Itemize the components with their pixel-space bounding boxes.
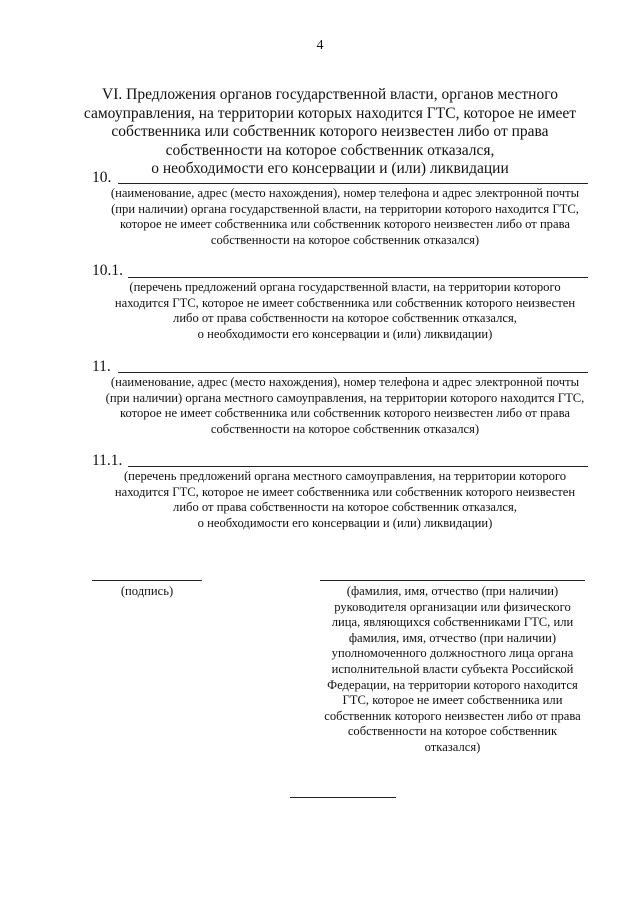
caption-line: о необходимости его консервации и (или) ликвидации) [197,326,493,341]
caption-line: (при наличии) органа местного самоуправления, на территории которого находится ГТС, [105,390,585,405]
caption-line: отказался) [424,739,481,754]
section-title-line: собственности на которое собственник отказался, [165,141,495,159]
signature-line[interactable] [92,580,202,581]
caption-line: уполномоченного должностного лица органа [331,646,574,661]
caption-line: лица, являющихся собственниками ГТС, или [331,615,574,630]
item-11-caption [70,375,620,437]
caption-line: собственности на которое собственник отказался) [210,232,480,247]
item-11-1-label: 11.1. [92,452,123,469]
item-10-1-caption [70,280,620,342]
caption-line: либо от права собственности на которое собственник отказался, [173,311,517,326]
section-title-line: о необходимости его консервации и (или) ликвидации [151,160,509,177]
caption-line: (перечень предложений органа местного самоуправления, на территории которого [123,469,567,483]
item-10-fill-line[interactable] [118,183,588,184]
signature-caption: (подпись) [120,584,174,598]
section-title [70,86,590,179]
caption-line: собственности на которое собственник отказался) [210,421,480,436]
caption-line: которое не имеет собственника или собственник которого неизвестен либо от права [120,217,570,232]
caption-line: (фамилия, имя, отчество (при наличии) [346,584,559,598]
name-line[interactable] [320,580,585,581]
name-caption [310,584,595,756]
caption-line: (при наличии) органа государственной власти, на территории которого находится ГТС, [111,201,579,216]
bottom-separator-line [290,797,396,798]
caption-line: находится ГТС, которое не имеет собственника или собственник которого неизвестен [114,484,576,499]
page-number: 4 [316,38,324,53]
caption-line: Федерации, на территории которого находится [327,677,578,692]
caption-line: которое не имеет собственника или собственник которого неизвестен либо от права [120,406,570,421]
item-10-1-label: 10.1. [92,262,123,279]
section-title-line: VI. Предложения органов государственной власти, органов местного [102,86,558,103]
item-11-label: 11. [92,358,111,375]
caption-line: собственности на которое собственник [347,724,558,739]
item-10-1-fill-line[interactable] [128,277,588,278]
caption-line: руководителя организации или физического [334,599,571,614]
section-title-line: самоуправления, на территории которых находится ГТС, которое не имеет [83,104,577,122]
caption-line: (перечень предложений органа государственной власти, на территории которого [129,280,561,294]
item-10-caption [70,186,620,248]
caption-line: (наименование, адрес (место нахождения), номер телефона и адрес электронной почты [110,186,580,200]
caption-line: находится ГТС, которое не имеет собственника или собственник которого неизвестен [114,295,576,310]
item-11-1-caption [70,469,620,531]
caption-line: ГТС, которое не имеет собственника или [342,693,563,708]
item-11-1-fill-line[interactable] [128,466,588,467]
caption-line: о необходимости его консервации и (или) ликвидации) [197,515,493,530]
caption-line: собственник которого неизвестен либо от права [324,708,581,723]
caption-line: исполнительной власти субъекта Российской [331,661,574,676]
item-10-label: 10. [92,169,112,186]
caption-line: (наименование, адрес (место нахождения), номер телефона и адрес электронной почты [110,375,580,389]
section-title-line: собственника или собственник которого неизвестен либо от права [111,123,549,140]
item-11-fill-line[interactable] [118,372,588,373]
caption-line: либо от права собственности на которое собственник отказался, [173,500,517,515]
caption-line: фамилия, имя, отчество (при наличии) [348,630,557,645]
